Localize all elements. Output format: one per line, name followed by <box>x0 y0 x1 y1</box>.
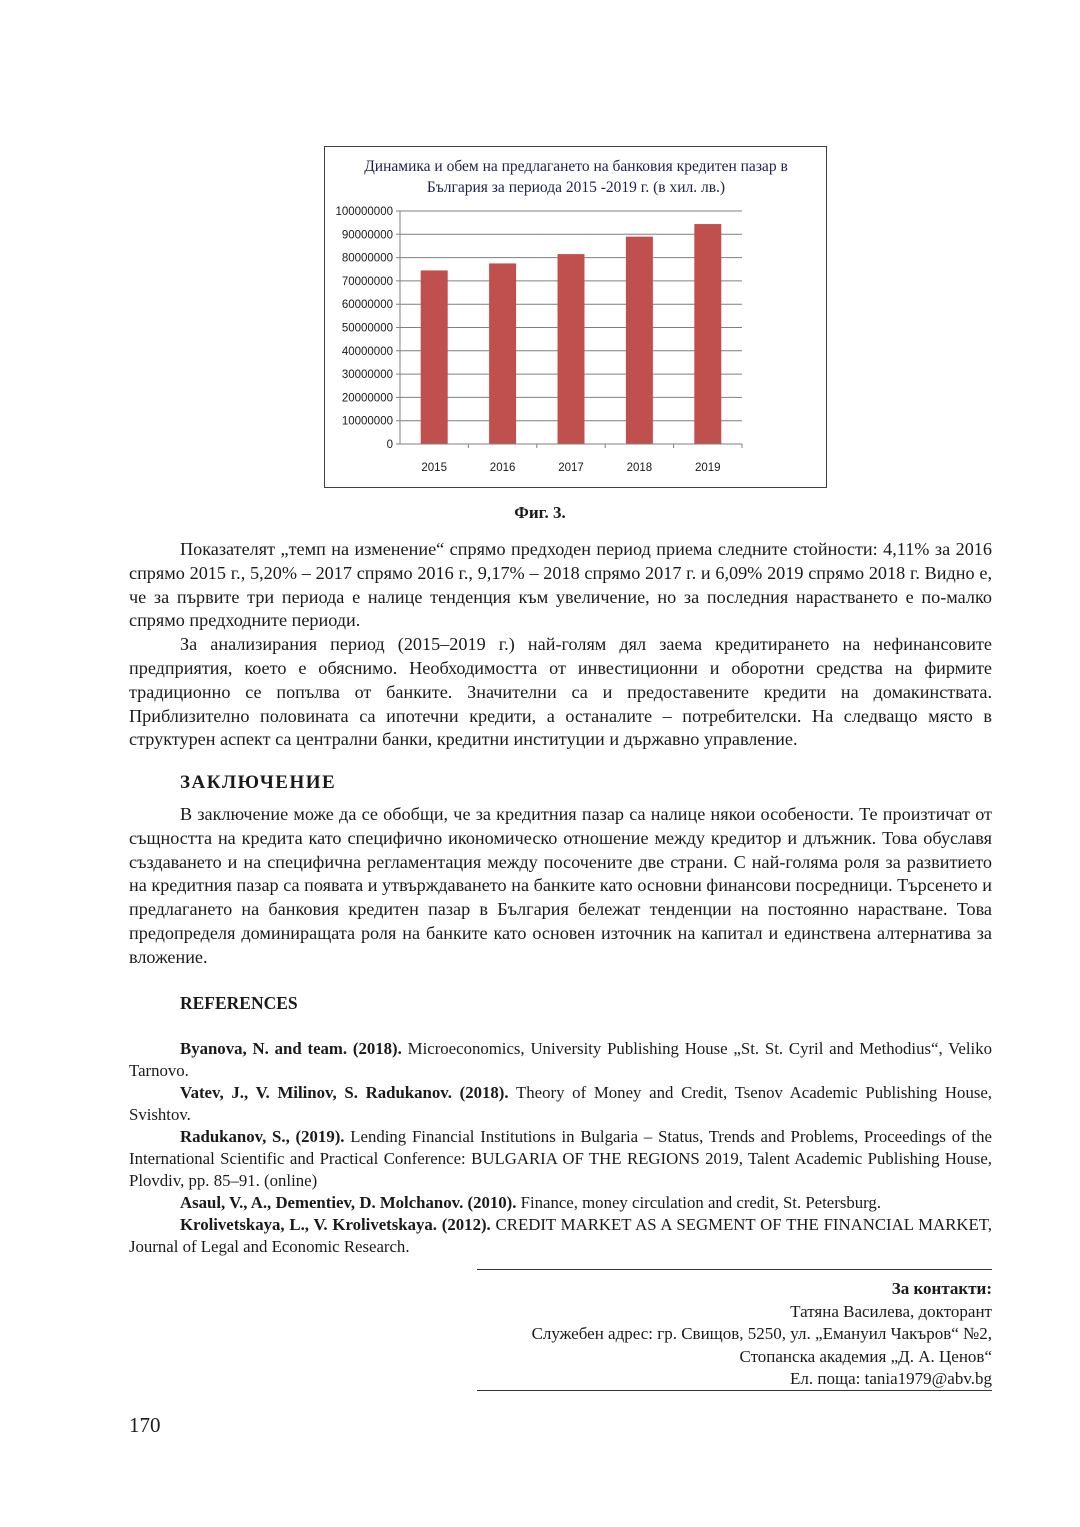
chart-x-tick-label: 2018 <box>626 462 653 474</box>
chart-y-tick-label: 80000000 <box>341 252 393 265</box>
reference-text: Theory of Money and Credit, Tsenov Academic Publishing House, Svishtov. <box>129 1083 993 1124</box>
chart-title-line-2: България за периода 2015 -2019 г. (в хил. лв.) <box>426 179 726 196</box>
page-number: 170 <box>129 1413 161 1437</box>
chart-x-tick-label: 2015 <box>421 462 447 474</box>
conclusion-text-block <box>129 803 992 970</box>
references-list <box>129 1038 992 1258</box>
contact-email: Ел. поща: tania1979@abv.bg <box>790 1369 992 1388</box>
bar-chart-svg <box>325 147 828 489</box>
chart-x-tick-label: 2016 <box>489 462 516 474</box>
reference-text: Microeconomics, University Publishing House „St. St. Cyril and Methodius“, Veliko Tarnovo. <box>129 1039 992 1080</box>
chart-y-tick-label: 30000000 <box>341 369 393 382</box>
reference-item <box>129 1214 992 1258</box>
chart-bar-2016 <box>489 263 516 444</box>
reference-authors: Krolivetskaya, L., V. Krolivetskaya. (2012). <box>180 1215 491 1234</box>
reference-authors: Asaul, V., A., Dementiev, D. Molchanov. (2010). <box>180 1193 517 1212</box>
contact-block <box>440 1278 992 1391</box>
chart-bar-2015 <box>421 270 448 444</box>
reference-authors: Vatev, J., V. Milinov, S. Radukanov. (2018). <box>180 1083 509 1102</box>
chart-y-tick-label: 20000000 <box>341 392 393 405</box>
chart-y-tick-label: 60000000 <box>341 299 393 312</box>
chart-bar-2019 <box>694 224 721 444</box>
body-text <box>129 538 992 752</box>
reference-authors: Radukanov, S., (2019). <box>180 1127 345 1146</box>
conclusion-paragraph: В заключение може да се обобщи, че за кредитния пазар са налице някои особености. Те произтичат от същността на кредита като специфично икономическо отношение между кредитор и длъжник. Това обуславя създаването и на специфична регламентация между посочените две страни. С най-голяма роля за развитието на кредитния пазар са появата и утвърждаването на банките като основни финансови посредници. Търсенето и предлагането на банковия кредитен пазар в България бележат тенденции на постоянно нарастване. Това предопределя доминиращата роля на банките като основен източник на капитал и единствена алтернатива за вложение. <box>129 804 992 967</box>
reference-item <box>129 1126 992 1192</box>
contact-divider-bottom <box>477 1390 992 1391</box>
reference-text: CREDIT MARKET AS A SEGMENT OF THE FINANCIAL MARKET, Journal of Legal and Economic Research. <box>129 1215 992 1256</box>
chart-y-tick-label: 70000000 <box>341 275 393 288</box>
reference-item <box>129 1038 992 1082</box>
contact-divider-top <box>477 1269 992 1270</box>
chart-bars <box>421 224 722 444</box>
conclusion-heading: ЗАКЛЮЧЕНИЕ <box>180 772 337 793</box>
chart-y-tick-label: 100000000 <box>335 206 393 218</box>
figure-caption: Фиг. 3. <box>514 503 566 522</box>
chart-bar-2017 <box>558 254 585 444</box>
chart-y-tick-label: 50000000 <box>341 322 393 335</box>
chart-x-tick-label: 2017 <box>558 462 584 474</box>
chart-x-tick-label: 2019 <box>695 462 721 474</box>
reference-text: Finance, money circulation and credit, St. Petersburg. <box>516 1193 882 1212</box>
paragraph-analysis-period: За анализирания период (2015–2019 г.) най-голям дял заема кредитирането на нефинансовите предприятия, което е обяснимо. Необходимостта от инвестиционни и оборотни средства на фирмите традиционно се попълва от банките. Значителни са и предоставените кредити на домакинствата. Приблизително половината са ипотечни кредити, а останалите – потребителски. На следващо място в структурен аспект са централни банки, кредитни институции и държавно управление. <box>129 634 992 750</box>
contact-institution: Стопанска академия „Д. А. Ценов“ <box>739 1346 992 1366</box>
bar-chart <box>324 146 827 488</box>
references-heading: REFERENCES <box>180 993 298 1013</box>
reference-item <box>129 1192 992 1214</box>
chart-y-tick-labels <box>335 206 393 451</box>
chart-y-tick-label: 0 <box>386 439 393 451</box>
paragraph-rate-of-change: Показателят „темп на изменение“ спрямо предходен период приема следните стойности: 4,11% за 2016 спрямо 2015 г., 5,20% – 2017 спрямо 2016 г., 9,17% – 2018 спрямо 2017 г. и 6,09% 2019 спрямо 2018 г. Видно е, че за първите три периода е налице тенденция към увеличение, но за последния нарастването е по-малко спрямо предходните периоди. <box>129 539 992 631</box>
reference-authors: Byanova, N. and team. (2018). <box>180 1039 402 1058</box>
chart-y-tick-label: 90000000 <box>341 229 393 242</box>
chart-title-line-1: Динамика и обем на предлагането на банковия кредитен пазар в <box>364 158 788 175</box>
reference-item <box>129 1082 992 1126</box>
chart-y-tick-label: 40000000 <box>341 345 393 358</box>
contact-name: Татяна Василева, докторант <box>790 1301 992 1321</box>
chart-y-tick-label: 10000000 <box>341 415 393 428</box>
chart-bar-2018 <box>626 237 653 444</box>
contact-label: За контакти: <box>891 1279 992 1298</box>
reference-text: Lending Financial Institutions in Bulgaria – Status, Trends and Problems, Proceedings of the International Scientific and Practical Conference: BULGARIA OF THE REGIONS 2019, Talent Academic Publishing House, Plovdiv, pp. 85–91. (online) <box>129 1127 992 1190</box>
contact-address: Служебен адрес: гр. Свищов, 5250, ул. „Емануил Чакъров“ №2, <box>531 1324 992 1343</box>
chart-x-tick-labels <box>421 444 742 474</box>
